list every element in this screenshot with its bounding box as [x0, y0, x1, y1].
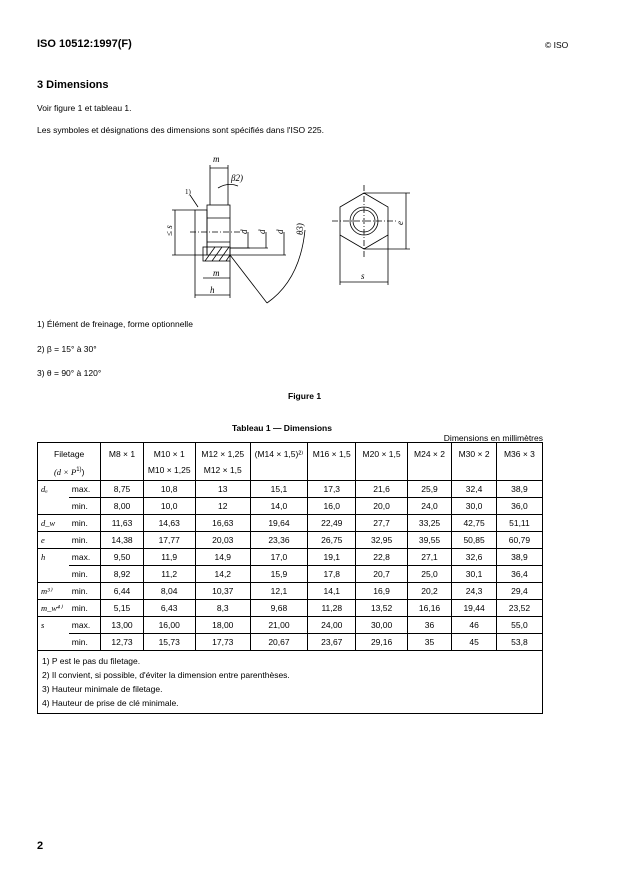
column-header-line: M8 × 1	[108, 449, 136, 459]
column-header-line: M10 × 1	[153, 449, 185, 459]
figure-note: 1) Élément de freinage, forme optionnelle	[37, 319, 193, 329]
value-cell: 32,4	[452, 481, 497, 498]
copyright: © ISO	[545, 40, 569, 50]
value-cell: 17,8	[308, 566, 356, 583]
label-h: h	[210, 285, 215, 295]
value-cell: 20,67	[250, 634, 307, 651]
value-cell: 18,00	[195, 617, 250, 634]
label-m: m	[213, 268, 220, 278]
table-row	[38, 583, 543, 600]
table-footnotes	[38, 651, 543, 714]
dimensions-table	[37, 442, 543, 714]
document-id: ISO 10512:1997(F)	[37, 38, 132, 50]
value-cell: 35	[407, 634, 452, 651]
value-cell: 21,00	[250, 617, 307, 634]
value-cell: 6,44	[101, 583, 143, 600]
column-header-line: M24 × 2	[414, 449, 445, 459]
table-row	[38, 549, 543, 566]
value-cell: 16,00	[143, 617, 195, 634]
value-cell: 32,6	[452, 549, 497, 566]
value-cell: 15,9	[250, 566, 307, 583]
label-beta: β2)	[231, 173, 243, 183]
value-cell: 23,67	[308, 634, 356, 651]
value-cell: 27,1	[407, 549, 452, 566]
value-cell: 26,75	[308, 532, 356, 549]
limit-cell: min.	[69, 634, 101, 651]
table-row	[38, 481, 543, 498]
value-cell: 21,6	[356, 481, 407, 498]
value-cell: 30,1	[452, 566, 497, 583]
figure-note: 2) β = 15° à 30°	[37, 344, 97, 354]
paragraph: Voir figure 1 et tableau 1.	[37, 103, 132, 113]
figure-note: 3) θ = 90° à 120°	[37, 368, 102, 378]
column-header-line: M12 × 1,25	[201, 449, 245, 459]
value-cell: 36	[407, 617, 452, 634]
label-d: d	[239, 229, 249, 234]
footnote: 4) Hauteur de prise de clé minimale.	[42, 698, 179, 708]
figure-caption: Figure 1	[288, 391, 322, 401]
value-cell: 22,49	[308, 515, 356, 532]
value-cell: 5,15	[101, 600, 143, 617]
label-theta: θ3)	[295, 223, 305, 235]
value-cell: 20,0	[356, 498, 407, 515]
value-cell: 6,43	[143, 600, 195, 617]
value-cell: 51,11	[496, 515, 542, 532]
table-unit: Dimensions en millimètres	[443, 433, 543, 443]
value-cell: 20,2	[407, 583, 452, 600]
value-cell: 14,9	[195, 549, 250, 566]
value-cell: 39,55	[407, 532, 452, 549]
value-cell: 29,16	[356, 634, 407, 651]
column-header	[452, 443, 497, 481]
limit-cell: min.	[69, 566, 101, 583]
value-cell: 17,77	[143, 532, 195, 549]
value-cell: 29,4	[496, 583, 542, 600]
limit-cell: min.	[69, 515, 101, 532]
symbol-cell	[38, 634, 69, 651]
limit-cell: max.	[69, 617, 101, 634]
value-cell: 8,04	[143, 583, 195, 600]
value-cell: 14,1	[308, 583, 356, 600]
symbol-cell: h	[38, 549, 69, 566]
value-cell: 46	[452, 617, 497, 634]
value-cell: 14,38	[101, 532, 143, 549]
value-cell: 8,00	[101, 498, 143, 515]
footnote: 2) Il convient, si possible, d'éviter la dimension entre parenthèses.	[42, 670, 290, 680]
value-cell: 12,73	[101, 634, 143, 651]
value-cell: 27,7	[356, 515, 407, 532]
table-row	[38, 634, 543, 651]
table-row	[38, 600, 543, 617]
value-cell: 10,37	[195, 583, 250, 600]
value-cell: 42,75	[452, 515, 497, 532]
value-cell: 13,00	[101, 617, 143, 634]
column-header	[101, 443, 143, 481]
value-cell: 11,9	[143, 549, 195, 566]
value-cell: 11,2	[143, 566, 195, 583]
label-mw: m	[213, 154, 220, 164]
value-cell: 8,92	[101, 566, 143, 583]
value-cell: 11,63	[101, 515, 143, 532]
symbol-cell	[38, 498, 69, 515]
label-da: d	[257, 229, 267, 234]
value-cell: 20,7	[356, 566, 407, 583]
table-row	[38, 498, 543, 515]
value-cell: 36,4	[496, 566, 542, 583]
column-header	[308, 443, 356, 481]
value-cell: 25,0	[407, 566, 452, 583]
value-cell: 14,0	[250, 498, 307, 515]
value-cell: 9,50	[101, 549, 143, 566]
limit-cell: max.	[69, 549, 101, 566]
label-s: s	[361, 271, 365, 281]
value-cell: 22,8	[356, 549, 407, 566]
value-cell: 36,0	[496, 498, 542, 515]
value-cell: 16,0	[308, 498, 356, 515]
thread-header: Filetage $(d \times P^{1)})$	[38, 443, 101, 481]
value-cell: 11,28	[308, 600, 356, 617]
value-cell: 50,85	[452, 532, 497, 549]
value-cell: 32,95	[356, 532, 407, 549]
column-header	[496, 443, 542, 481]
value-cell: 33,25	[407, 515, 452, 532]
limit-cell: min.	[69, 583, 101, 600]
limit-cell: min.	[69, 600, 101, 617]
page-number: 2	[37, 840, 44, 852]
label-dw: d	[275, 229, 285, 234]
value-cell: 19,1	[308, 549, 356, 566]
value-cell: 24,00	[308, 617, 356, 634]
table-title: Tableau 1 — Dimensions	[232, 423, 332, 433]
value-cell: 25,9	[407, 481, 452, 498]
table-row	[38, 617, 543, 634]
symbol-cell: m³⁾	[38, 583, 69, 600]
footnote: 1) P est le pas du filetage.	[42, 656, 141, 666]
column-header-line: M12 × 1,5	[203, 465, 242, 475]
value-cell: 13,52	[356, 600, 407, 617]
limit-cell: min.	[69, 532, 101, 549]
value-cell: 24,3	[452, 583, 497, 600]
column-header	[143, 443, 195, 481]
symbol-cell: s	[38, 617, 69, 634]
value-cell: 15,1	[250, 481, 307, 498]
value-cell: 16,9	[356, 583, 407, 600]
value-cell: 53,8	[496, 634, 542, 651]
value-cell: 8,3	[195, 600, 250, 617]
symbol-cell: dₐ	[38, 481, 69, 498]
value-cell: 17,3	[308, 481, 356, 498]
section-title: 3 Dimensions	[37, 79, 109, 91]
table-row	[38, 566, 543, 583]
value-cell: 8,75	[101, 481, 143, 498]
value-cell: 10,8	[143, 481, 195, 498]
column-header-line: M16 × 1,5	[312, 449, 351, 459]
limit-cell: min.	[69, 498, 101, 515]
symbol-cell	[38, 566, 69, 583]
symbol-cell: e	[38, 532, 69, 549]
column-header	[250, 443, 307, 481]
symbol-cell: d_w	[38, 515, 69, 532]
nut-drawing	[160, 150, 420, 310]
value-cell: 16,63	[195, 515, 250, 532]
column-header-line: (M14 × 1,5)²⁾	[254, 449, 304, 459]
value-cell: 20,03	[195, 532, 250, 549]
column-header-line: M36 × 3	[503, 449, 535, 459]
value-cell: 9,68	[250, 600, 307, 617]
value-cell: 23,52	[496, 600, 542, 617]
value-cell: 45	[452, 634, 497, 651]
label-1: 1)	[185, 188, 191, 196]
limit-cell: max.	[69, 481, 101, 498]
column-header-line: M30 × 2	[458, 449, 490, 459]
value-cell: 38,9	[496, 549, 542, 566]
value-cell: 38,9	[496, 481, 542, 498]
value-cell: 13	[195, 481, 250, 498]
value-cell: 19,64	[250, 515, 307, 532]
table-row	[38, 532, 543, 549]
value-cell: 30,00	[356, 617, 407, 634]
column-header	[407, 443, 452, 481]
symbol-cell: m_w⁴⁾	[38, 600, 69, 617]
value-cell: 23,36	[250, 532, 307, 549]
column-header	[356, 443, 407, 481]
column-header-line: M10 × 1,25	[147, 465, 191, 475]
footnote: 3) Hauteur minimale de filetage.	[42, 684, 163, 694]
label-e: e	[395, 221, 405, 225]
value-cell: 12	[195, 498, 250, 515]
value-cell: 14,63	[143, 515, 195, 532]
value-cell: 10,0	[143, 498, 195, 515]
column-header	[195, 443, 250, 481]
value-cell: 15,73	[143, 634, 195, 651]
value-cell: 17,0	[250, 549, 307, 566]
column-header-line: M20 × 1,5	[362, 449, 401, 459]
value-cell: 19,44	[452, 600, 497, 617]
value-cell: 17,73	[195, 634, 250, 651]
label-s-le: ≤ s	[164, 225, 174, 236]
value-cell: 60,79	[496, 532, 542, 549]
value-cell: 24,0	[407, 498, 452, 515]
table-row	[38, 515, 543, 532]
value-cell: 12,1	[250, 583, 307, 600]
value-cell: 14,2	[195, 566, 250, 583]
value-cell: 16,16	[407, 600, 452, 617]
paragraph: Les symboles et désignations des dimensions sont spécifiés dans l'ISO 225.	[37, 125, 325, 135]
value-cell: 55,0	[496, 617, 542, 634]
value-cell: 30,0	[452, 498, 497, 515]
